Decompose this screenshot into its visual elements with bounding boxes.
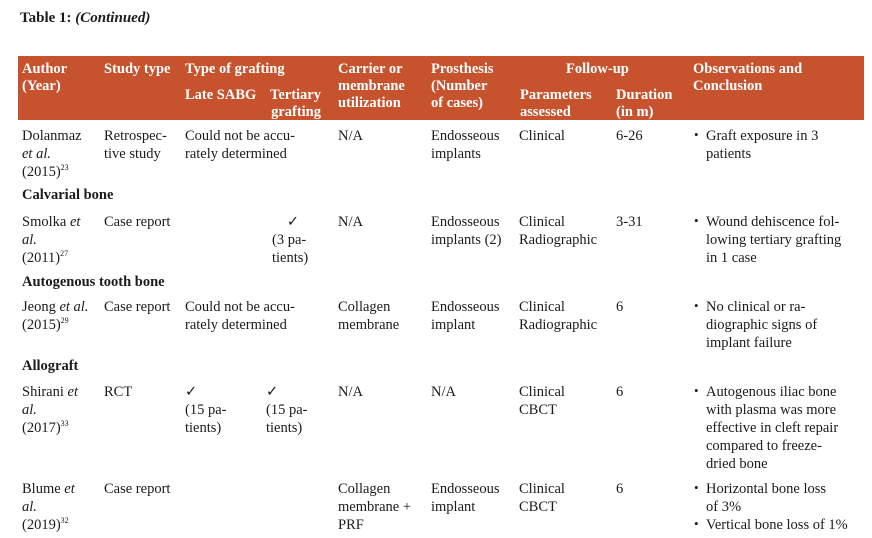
table-row-jeong-prosthesis: Endosseous implant bbox=[431, 299, 500, 333]
table-label: Table 1: bbox=[20, 10, 72, 26]
bullet-icon: • bbox=[694, 298, 699, 313]
header-late-sabg: Late SABG bbox=[185, 87, 257, 103]
header-follow-up: Follow-up bbox=[566, 61, 629, 77]
table-row-blume-study: Case report bbox=[104, 481, 171, 497]
table-row-shirani-author: Shirani et al. $(2017)^{33}$ bbox=[22, 384, 78, 436]
check-icon: ✓ bbox=[185, 384, 198, 400]
table-row-blume-author: Blume et al. $(2019)^{32}$ bbox=[22, 481, 75, 533]
table-row-jeong-author: Jeong et al. $(2015)^{29}$ bbox=[22, 299, 89, 333]
table-row-dolanmaz-grafting: Could not be accu- rately determined bbox=[185, 128, 295, 162]
table-row-blume-observations: Horizontal bone loss of 3% Vertical bone loss of 1% bbox=[706, 481, 848, 533]
section-allograft: Allograft bbox=[22, 358, 79, 374]
table-row-smolka-study: Case report bbox=[104, 214, 171, 230]
table-row-blume-carrier: Collagen membrane + PRF bbox=[338, 481, 411, 533]
table-row-dolanmaz-author: Dolanmaz et al. $(2015)^{23}$ bbox=[22, 128, 82, 180]
header-type-of-grafting: Type of grafting bbox=[185, 61, 285, 77]
header-carrier: Carrier or membrane utilization bbox=[338, 61, 405, 111]
bullet-icon: • bbox=[694, 213, 699, 228]
table-row-jeong-study: Case report bbox=[104, 299, 171, 315]
table-row-smolka-author: Smolka et al. $(2011)^{27}$ bbox=[22, 214, 81, 266]
table-row-jeong-parameters: Clinical Radiographic bbox=[519, 299, 598, 333]
check-icon: ✓ bbox=[286, 214, 299, 230]
table-row-smolka-parameters: Clinical Radiographic bbox=[519, 214, 598, 248]
table-row-dolanmaz-parameters: Clinical bbox=[519, 128, 565, 144]
table-row-shirani-prosthesis: N/A bbox=[431, 384, 456, 400]
bullet-icon: • bbox=[694, 383, 699, 398]
header-study-type: Study type bbox=[104, 61, 171, 77]
table-continued: (Continued) bbox=[75, 10, 151, 26]
header-author: Author (Year) bbox=[22, 61, 68, 94]
table-row-jeong-grafting: Could not be accu- rately determined bbox=[185, 299, 295, 333]
table-row-shirani-parameters: Clinical CBCT bbox=[519, 384, 565, 418]
table-row-smolka-observations: Wound dehiscence fol- lowing tertiary grafting in 1 case bbox=[706, 214, 842, 266]
section-calvarial-bone: Calvarial bone bbox=[22, 187, 114, 203]
table-row-smolka-prosthesis: Endosseous implants (2) bbox=[431, 214, 502, 248]
table-row-dolanmaz-study: Retrospec- tive study bbox=[104, 128, 167, 162]
table-row-shirani-carrier: N/A bbox=[338, 384, 363, 400]
table-row-smolka-tertiary: ✓ (3 pa- tients) bbox=[264, 213, 309, 267]
table-row-shirani-late: ✓ (15 pa- tients) bbox=[185, 384, 227, 436]
bullet-icon: • bbox=[694, 516, 699, 531]
bullet-icon: • bbox=[694, 127, 699, 142]
header-observations: Observations and Conclusion bbox=[693, 61, 803, 94]
table-row-smolka-duration: 3-31 bbox=[616, 214, 643, 230]
header-parameters: Parameters assessed bbox=[520, 87, 592, 120]
check-icon: ✓ bbox=[266, 384, 279, 400]
table-row-dolanmaz-observations: Graft exposure in 3 patients bbox=[706, 128, 819, 162]
table-row-jeong-duration: 6 bbox=[616, 299, 624, 315]
header-duration: Duration (in m) bbox=[616, 87, 673, 120]
table-row-dolanmaz-prosthesis: Endosseous implants bbox=[431, 128, 500, 162]
section-autogenous-tooth-bone: Autogenous tooth bone bbox=[22, 274, 165, 290]
table-row-blume-parameters: Clinical CBCT bbox=[519, 481, 565, 515]
table-row-jeong-carrier: Collagen membrane bbox=[338, 299, 400, 333]
header-tertiary-grafting: Tertiary grafting bbox=[269, 87, 321, 120]
table-row-dolanmaz-carrier: N/A bbox=[338, 128, 363, 144]
table-row-shirani-tertiary: ✓ (15 pa- tients) bbox=[266, 384, 308, 436]
table-row-blume-prosthesis: Endosseous implant bbox=[431, 481, 500, 515]
table-row-shirani-observations: Autogenous iliac bone with plasma was more effective in cleft repair compared to freeze- dried bone bbox=[706, 384, 839, 472]
table-row-dolanmaz-duration: 6-26 bbox=[616, 128, 643, 144]
table-title bbox=[20, 10, 150, 27]
table-row-shirani-duration: 6 bbox=[616, 384, 624, 400]
table-row-jeong-observations: No clinical or ra- diographic signs of implant failure bbox=[706, 299, 818, 351]
table-row-smolka-carrier: N/A bbox=[338, 214, 363, 230]
header-prosthesis: Prosthesis (Number of cases) bbox=[431, 61, 494, 111]
table-row-blume-duration: 6 bbox=[616, 481, 624, 497]
bullet-icon: • bbox=[694, 480, 699, 495]
table-row-shirani-study: RCT bbox=[104, 384, 133, 400]
